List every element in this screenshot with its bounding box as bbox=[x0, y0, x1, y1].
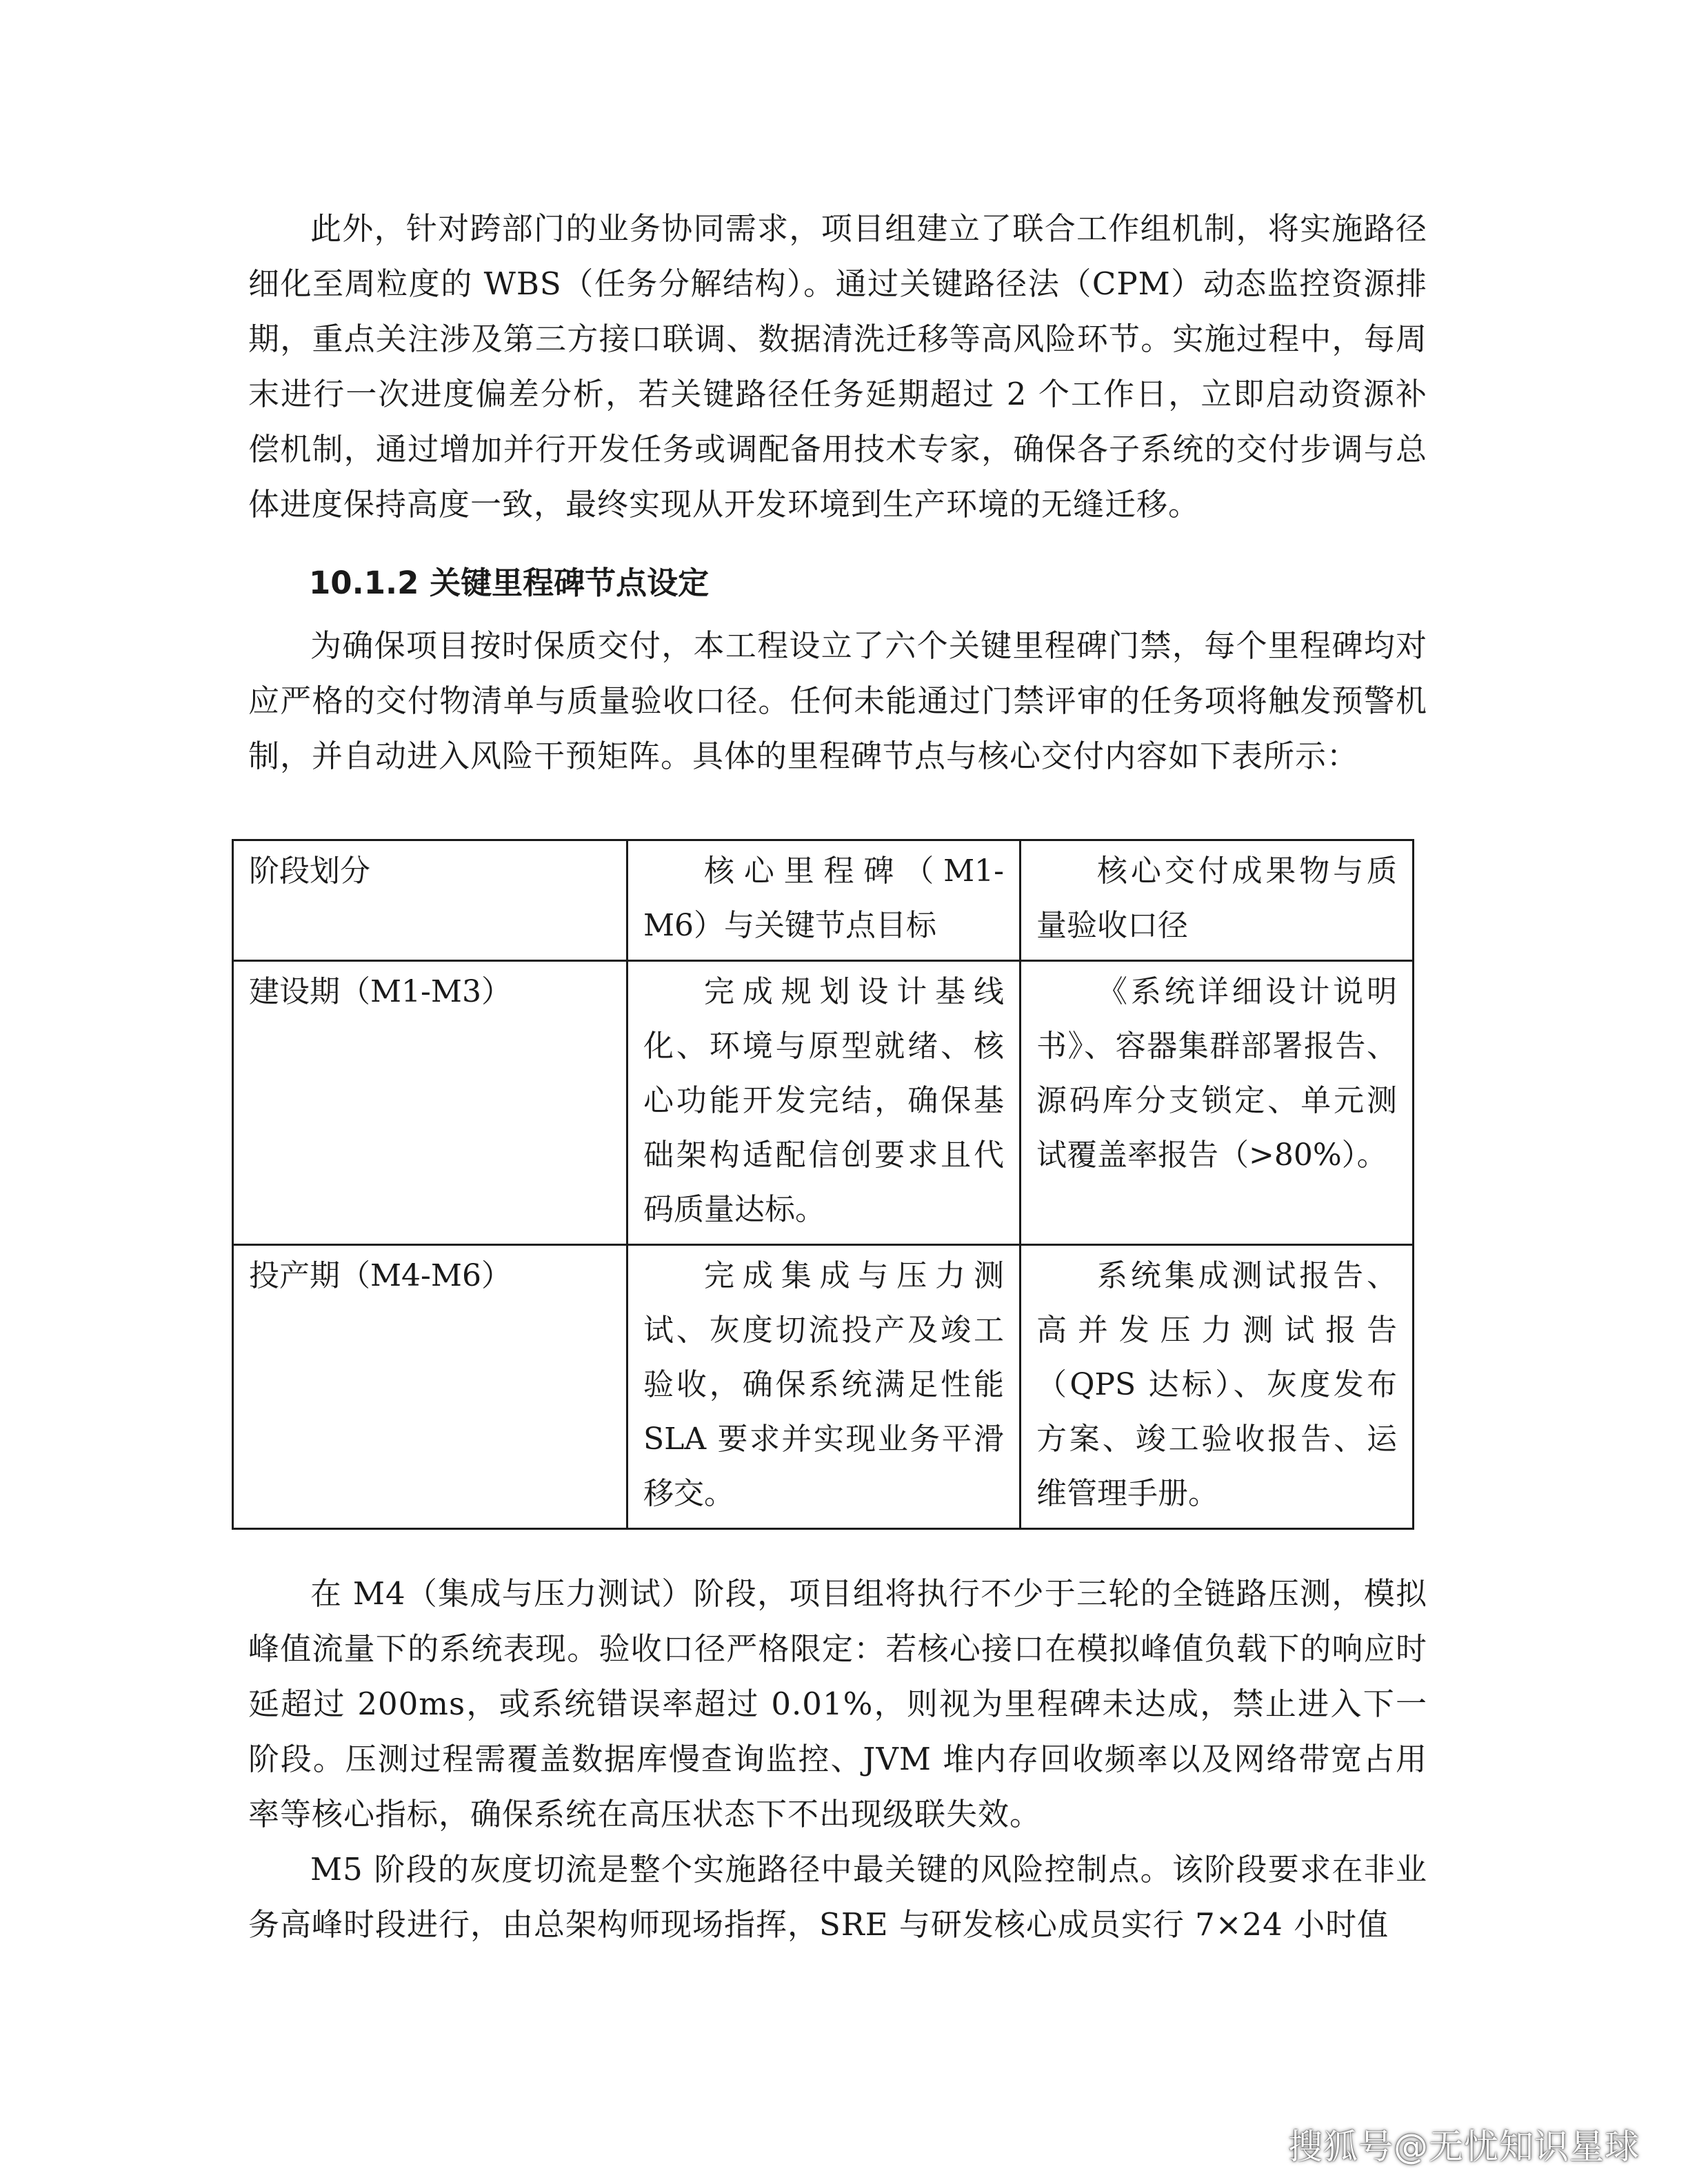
table-row bbox=[233, 961, 1414, 1245]
paragraph-m4-testing: 在 M4（集成与压力测试）阶段，项目组将执行不少于三轮的全链路压测，模拟峰值流量下的系统表现。验收口径严格限定：若核心接口在模拟峰值负载下的响应时延超过 200ms，或系统错误率超过 0.01%，则视为里程碑未达成，禁止进入下一阶段。压测过程需覆盖数据库慢查询监控、JVM 堆内存回收频率以及网络带宽占用率等核心指标，确保系统在高压状态下不出现级联失效。 bbox=[248, 1575, 1427, 1832]
milestone-cell bbox=[627, 1245, 1021, 1529]
deliverable-text: 系统集成测试报告、高并发压力测试报告（QPS 达标）、灰度发布方案、竣工验收报告、运维管理手册。 bbox=[1036, 1258, 1397, 1511]
milestone-text: 完成规划设计基线化、环境与原型就绪、核心功能开发完结，确保基础架构适配信创要求且代码质量达标。 bbox=[643, 974, 1004, 1227]
deliverable-cell bbox=[1021, 1245, 1414, 1529]
header-deliverable-text: 核心交付成果物与质量验收口径 bbox=[1036, 853, 1397, 943]
header-milestone-text: 核心里程碑（M1-M6）与关键节点目标 bbox=[643, 853, 1004, 943]
table-row bbox=[233, 1245, 1414, 1529]
stage-cell: 投产期（M4-M6） bbox=[233, 1245, 627, 1529]
section-heading: 10.1.2 关键里程碑节点设定 bbox=[309, 565, 710, 601]
watermark: 搜狐号@无忧知识星球 bbox=[1288, 2127, 1640, 2167]
milestone-table bbox=[232, 839, 1414, 1530]
paragraph-coordination: 此外，针对跨部门的业务协同需求，项目组建立了联合工作组机制，将实施路径细化至周粒度的 WBS（任务分解结构）。通过关键路径法（CPM）动态监控资源排期，重点关注涉及第三方接口联调、数据清洗迁移等高风险环节。实施过程中，每周末进行一次进度偏差分析，若关键路径任务延期超过 2 个工作日，立即启动资源补偿机制，通过增加并行开发任务或调配备用技术专家，确保各子系统的交付步调与总体进度保持高度一致，最终实现从开发环境到生产环境的无缝迁移。 bbox=[248, 210, 1427, 523]
paragraph-m5-grayscale: M5 阶段的灰度切流是整个实施路径中最关键的风险控制点。该阶段要求在非业务高峰时段进行，由总架构师现场指挥，SRE 与研发核心成员实行 7×24 小时值 bbox=[248, 1851, 1427, 1943]
stage-cell: 建设期（M1-M3） bbox=[233, 961, 627, 1245]
deliverable-cell bbox=[1021, 961, 1414, 1245]
paragraph-milestone-intro: 为确保项目按时保质交付，本工程设立了六个关键里程碑门禁，每个里程碑均对应严格的交付物清单与质量验收口径。任何未能通过门禁评审的任务项将触发预警机制，并自动进入风险干预矩阵。具体的里程碑节点与核心交付内容如下表所示： bbox=[248, 627, 1427, 774]
header-deliverable bbox=[1021, 840, 1414, 961]
table-header-row bbox=[233, 840, 1414, 961]
header-milestone bbox=[627, 840, 1021, 961]
milestone-cell bbox=[627, 961, 1021, 1245]
header-stage: 阶段划分 bbox=[233, 840, 627, 961]
deliverable-text: 《系统详细设计说明书》、容器集群部署报告、源码库分支锁定、单元测试覆盖率报告（>80%）。 bbox=[1036, 974, 1397, 1173]
milestone-text: 完成集成与压力测试、灰度切流投产及竣工验收，确保系统满足性能 SLA 要求并实现业务平滑移交。 bbox=[643, 1258, 1004, 1511]
